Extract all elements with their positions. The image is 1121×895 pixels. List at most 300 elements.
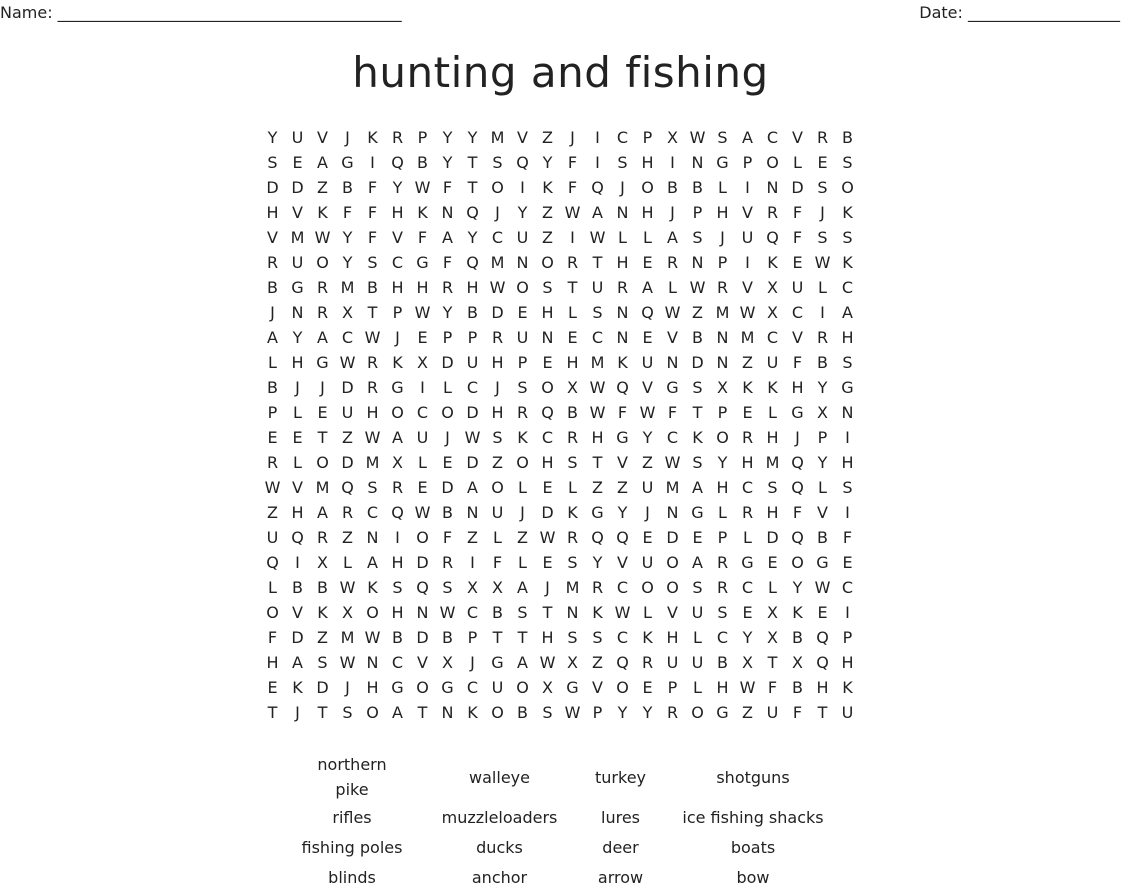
grid-letter: U: [766, 353, 779, 372]
grid-letter: K: [617, 353, 628, 372]
grid-letter: C: [466, 678, 479, 697]
grid-letter: B: [817, 528, 828, 547]
grid-letter: X: [567, 378, 578, 397]
grid-letter: H: [541, 453, 554, 472]
grid-letter: F: [567, 178, 578, 197]
grid-letter: D: [341, 378, 354, 397]
grid-letter: R: [391, 478, 404, 497]
grid-letter: S: [442, 578, 453, 597]
grid-letter: G: [716, 703, 729, 722]
grid-letter: D: [316, 678, 329, 697]
grid-letter: Y: [617, 703, 628, 722]
grid-letter: X: [392, 453, 403, 472]
grid-letter: B: [292, 578, 303, 597]
grid-letter: T: [692, 403, 703, 422]
grid-letter: Y: [742, 628, 753, 647]
grid-letter: K: [317, 203, 328, 222]
grid-letter: G: [566, 678, 579, 697]
grid-letter: Z: [492, 453, 503, 472]
grid-letter: E: [267, 428, 278, 447]
grid-letter: P: [692, 203, 703, 222]
grid-letter: D: [416, 553, 429, 572]
grid-letter: F: [842, 528, 853, 547]
grid-letter: Z: [742, 353, 753, 372]
grid-letter: H: [591, 428, 604, 447]
grid-letter: D: [541, 503, 554, 522]
grid-letter: A: [692, 553, 703, 572]
grid-letter: E: [542, 478, 553, 497]
grid-letter: B: [567, 403, 578, 422]
grid-letter: J: [295, 703, 300, 722]
grid-letter: X: [817, 403, 828, 422]
grid-letter: D: [291, 628, 304, 647]
grid-letter: S: [842, 228, 853, 247]
grid-letter: U: [516, 228, 529, 247]
grid-letter: C: [391, 253, 404, 272]
grid-letter: H: [391, 553, 404, 572]
grid-letter: U: [766, 703, 779, 722]
word-bank-item: ducks: [476, 837, 523, 857]
grid-letter: Y: [642, 703, 653, 722]
grid-letter: O: [516, 278, 529, 297]
grid-letter: A: [517, 578, 528, 597]
grid-letter: N: [566, 603, 579, 622]
grid-letter: W: [414, 303, 431, 322]
grid-letter: L: [343, 553, 352, 572]
grid-letter: C: [766, 328, 779, 347]
grid-letter: A: [267, 328, 278, 347]
grid-letter: X: [767, 303, 778, 322]
grid-letter: L: [518, 553, 527, 572]
grid-letter: B: [267, 278, 278, 297]
grid-letter: S: [492, 428, 503, 447]
grid-letter: E: [292, 428, 303, 447]
grid-letter: E: [517, 303, 528, 322]
grid-letter: S: [342, 703, 353, 722]
grid-letter: C: [841, 578, 854, 597]
grid-letter: X: [492, 578, 503, 597]
word-bank-item: deer: [602, 837, 639, 857]
grid-letter: W: [414, 503, 431, 522]
grid-letter: N: [691, 253, 704, 272]
grid-letter: P: [717, 253, 728, 272]
grid-letter: I: [395, 528, 400, 547]
grid-letter: A: [317, 503, 328, 522]
grid-letter: U: [666, 653, 679, 672]
word-bank: [282, 752, 842, 892]
word-bank-item: blinds: [328, 867, 376, 887]
grid-letter: Z: [642, 453, 653, 472]
grid-letter: L: [743, 528, 752, 547]
word-bank-item: muzzleloaders: [441, 807, 558, 827]
grid-letter: O: [391, 403, 404, 422]
grid-letter: R: [566, 528, 579, 547]
grid-letter: N: [441, 203, 454, 222]
grid-letter: V: [742, 203, 753, 222]
grid-letter: B: [492, 603, 503, 622]
grid-letter: M: [590, 353, 605, 372]
grid-letter: Q: [266, 553, 279, 572]
grid-letter: R: [516, 403, 529, 422]
grid-letter: J: [720, 228, 725, 247]
grid-letter: D: [441, 478, 454, 497]
grid-letter: S: [717, 128, 728, 147]
grid-letter: A: [842, 303, 853, 322]
grid-letter: S: [692, 578, 703, 597]
grid-letter: Y: [592, 553, 603, 572]
grid-letter: V: [642, 378, 653, 397]
grid-letter: X: [317, 553, 328, 572]
grid-letter: E: [817, 153, 828, 172]
grid-letter: E: [267, 678, 278, 697]
grid-letter: S: [267, 153, 278, 172]
grid-letter: J: [345, 128, 350, 147]
grid-letter: R: [616, 278, 629, 297]
grid-letter: T: [367, 303, 378, 322]
grid-letter: I: [595, 153, 600, 172]
grid-letter: W: [689, 128, 706, 147]
grid-letter: I: [845, 503, 850, 522]
grid-row: [260, 550, 860, 575]
grid-letter: S: [367, 253, 378, 272]
grid-letter: E: [742, 603, 753, 622]
grid-letter: T: [767, 653, 778, 672]
grid-letter: G: [341, 153, 354, 172]
word-bank-row: [282, 802, 842, 832]
grid-letter: I: [745, 253, 750, 272]
grid-letter: H: [716, 478, 729, 497]
grid-letter: Q: [791, 528, 804, 547]
grid-letter: C: [366, 503, 379, 522]
grid-letter: D: [441, 353, 454, 372]
grid-letter: Y: [817, 378, 828, 397]
grid-letter: F: [767, 678, 778, 697]
grid-letter: N: [441, 703, 454, 722]
grid-letter: Q: [616, 528, 629, 547]
grid-letter: W: [364, 628, 381, 647]
grid-letter: H: [491, 403, 504, 422]
grid-letter: J: [545, 578, 550, 597]
grid-letter: I: [845, 603, 850, 622]
grid-letter: S: [392, 578, 403, 597]
grid-letter: H: [391, 603, 404, 622]
grid-letter: A: [317, 328, 328, 347]
grid-letter: Q: [391, 503, 404, 522]
grid-letter: N: [366, 653, 379, 672]
grid-letter: K: [317, 603, 328, 622]
grid-letter: O: [541, 378, 554, 397]
grid-letter: S: [367, 478, 378, 497]
grid-letter: J: [295, 378, 300, 397]
grid-row: [260, 275, 860, 300]
grid-letter: V: [317, 128, 328, 147]
grid-letter: N: [666, 503, 679, 522]
grid-row: [260, 325, 860, 350]
grid-letter: U: [791, 278, 804, 297]
grid-letter: K: [642, 628, 653, 647]
grid-letter: R: [441, 278, 454, 297]
grid-letter: R: [641, 653, 654, 672]
grid-letter: A: [642, 278, 653, 297]
grid-letter: B: [392, 628, 403, 647]
grid-letter: R: [441, 553, 454, 572]
grid-letter: W: [339, 653, 356, 672]
grid-letter: J: [395, 328, 400, 347]
grid-letter: B: [817, 353, 828, 372]
grid-letter: U: [691, 603, 704, 622]
grid-letter: H: [791, 378, 804, 397]
grid-letter: J: [820, 203, 825, 222]
grid-letter: S: [817, 228, 828, 247]
grid-letter: R: [566, 428, 579, 447]
grid-letter: L: [568, 478, 577, 497]
puzzle-title: hunting and fishing: [352, 48, 769, 97]
grid-letter: W: [539, 528, 556, 547]
grid-letter: M: [490, 128, 505, 147]
grid-letter: N: [616, 203, 629, 222]
grid-letter: V: [792, 328, 803, 347]
grid-row: [260, 625, 860, 650]
grid-letter: B: [442, 628, 453, 647]
grid-letter: K: [542, 178, 553, 197]
grid-letter: N: [466, 503, 479, 522]
grid-row: [260, 600, 860, 625]
grid-letter: E: [442, 453, 453, 472]
grid-letter: L: [268, 578, 277, 597]
grid-letter: I: [670, 153, 675, 172]
word-bank-item: anchor: [471, 867, 528, 887]
grid-letter: Z: [592, 478, 603, 497]
grid-letter: C: [616, 628, 629, 647]
grid-letter: N: [541, 328, 554, 347]
grid-letter: C: [341, 328, 354, 347]
grid-letter: T: [592, 253, 603, 272]
grid-letter: F: [792, 503, 803, 522]
grid-letter: F: [267, 628, 278, 647]
grid-letter: T: [517, 628, 528, 647]
grid-letter: W: [264, 478, 281, 497]
grid-letter: O: [641, 578, 654, 597]
grid-letter: D: [266, 178, 279, 197]
grid-letter: A: [667, 228, 678, 247]
grid-letter: Z: [342, 428, 353, 447]
grid-letter: P: [417, 128, 428, 147]
grid-letter: Y: [467, 128, 478, 147]
grid-letter: B: [517, 703, 528, 722]
grid-letter: R: [666, 253, 679, 272]
grid-letter: M: [740, 328, 755, 347]
grid-letter: H: [616, 253, 629, 272]
grid-letter: W: [339, 353, 356, 372]
grid-letter: X: [342, 603, 353, 622]
grid-letter: R: [716, 578, 729, 597]
grid-letter: O: [841, 178, 854, 197]
grid-letter: W: [464, 428, 481, 447]
grid-letter: H: [266, 653, 279, 672]
letter-grid: [260, 125, 860, 725]
grid-letter: E: [292, 153, 303, 172]
grid-letter: H: [766, 503, 779, 522]
grid-letter: G: [616, 428, 629, 447]
grid-row: [260, 350, 860, 375]
grid-letter: S: [717, 603, 728, 622]
word-bank-item: northern pike: [317, 755, 387, 799]
grid-letter: U: [291, 128, 304, 147]
grid-letter: W: [814, 578, 831, 597]
grid-letter: C: [616, 128, 629, 147]
grid-letter: D: [766, 528, 779, 547]
grid-letter: C: [466, 378, 479, 397]
grid-letter: U: [691, 653, 704, 672]
grid-letter: R: [266, 453, 279, 472]
grid-letter: W: [664, 453, 681, 472]
grid-letter: N: [666, 353, 679, 372]
grid-letter: M: [565, 578, 580, 597]
grid-letter: Q: [416, 578, 429, 597]
grid-letter: Y: [267, 128, 278, 147]
grid-letter: B: [692, 178, 703, 197]
grid-letter: F: [792, 228, 803, 247]
grid-letter: B: [667, 178, 678, 197]
grid-letter: A: [592, 203, 603, 222]
grid-letter: Q: [291, 528, 304, 547]
grid-letter: E: [542, 353, 553, 372]
grid-letter: V: [392, 228, 403, 247]
grid-letter: T: [567, 278, 578, 297]
grid-letter: Y: [617, 503, 628, 522]
grid-row: [260, 250, 860, 275]
grid-letter: H: [266, 203, 279, 222]
word-bank-item: walleye: [469, 767, 530, 787]
word-bank-item: shotguns: [716, 767, 790, 787]
grid-letter: A: [392, 428, 403, 447]
grid-letter: X: [667, 128, 678, 147]
grid-letter: W: [364, 328, 381, 347]
grid-letter: D: [466, 403, 479, 422]
grid-letter: R: [741, 428, 754, 447]
grid-letter: R: [266, 253, 279, 272]
grid-letter: N: [366, 528, 379, 547]
grid-letter: U: [266, 528, 279, 547]
grid-letter: N: [616, 328, 629, 347]
grid-letter: R: [316, 528, 329, 547]
grid-letter: R: [491, 328, 504, 347]
grid-letter: R: [816, 328, 829, 347]
grid-letter: C: [541, 428, 554, 447]
grid-letter: L: [668, 278, 677, 297]
grid-letter: W: [589, 228, 606, 247]
grid-letter: M: [290, 228, 305, 247]
grid-letter: X: [417, 353, 428, 372]
grid-letter: H: [391, 278, 404, 297]
grid-letter: U: [416, 428, 429, 447]
grid-letter: H: [291, 503, 304, 522]
grid-letter: K: [767, 378, 778, 397]
grid-letter: I: [520, 178, 525, 197]
grid-letter: X: [542, 678, 553, 697]
grid-letter: B: [842, 128, 853, 147]
grid-letter: N: [291, 303, 304, 322]
grid-letter: O: [691, 703, 704, 722]
grid-letter: T: [592, 453, 603, 472]
grid-letter: Z: [542, 128, 553, 147]
grid-letter: A: [467, 478, 478, 497]
grid-letter: P: [467, 328, 478, 347]
word-bank-item: arrow: [597, 867, 644, 887]
grid-letter: N: [716, 328, 729, 347]
grid-letter: J: [570, 128, 575, 147]
grid-letter: C: [766, 128, 779, 147]
grid-letter: B: [467, 303, 478, 322]
grid-letter: L: [643, 603, 652, 622]
grid-letter: K: [692, 428, 703, 447]
grid-letter: D: [291, 178, 304, 197]
grid-letter: L: [268, 353, 277, 372]
grid-letter: W: [664, 303, 681, 322]
grid-letter: C: [666, 428, 679, 447]
grid-letter: T: [467, 153, 478, 172]
grid-letter: S: [592, 628, 603, 647]
grid-letter: P: [592, 703, 603, 722]
grid-letter: O: [366, 603, 379, 622]
grid-letter: B: [792, 628, 803, 647]
grid-letter: A: [692, 478, 703, 497]
grid-letter: H: [666, 628, 679, 647]
grid-letter: J: [645, 503, 650, 522]
word-bank-item: ice fishing shacks: [682, 807, 824, 827]
grid-letter: C: [416, 403, 429, 422]
grid-letter: P: [642, 128, 653, 147]
grid-letter: T: [317, 703, 328, 722]
grid-letter: W: [814, 253, 831, 272]
grid-letter: H: [716, 678, 729, 697]
grid-letter: S: [567, 553, 578, 572]
grid-letter: J: [445, 428, 450, 447]
grid-letter: P: [267, 403, 278, 422]
grid-letter: B: [792, 678, 803, 697]
grid-letter: Y: [467, 228, 478, 247]
grid-letter: U: [591, 278, 604, 297]
grid-letter: U: [641, 478, 654, 497]
grid-letter: X: [767, 278, 778, 297]
grid-letter: C: [716, 628, 729, 647]
grid-letter: R: [816, 128, 829, 147]
grid-letter: G: [841, 378, 854, 397]
grid-letter: Q: [816, 653, 829, 672]
grid-letter: Z: [542, 228, 553, 247]
grid-letter: T: [267, 703, 278, 722]
grid-letter: A: [292, 653, 303, 672]
grid-letter: Q: [616, 378, 629, 397]
grid-letter: V: [592, 678, 603, 697]
grid-letter: Y: [342, 253, 353, 272]
grid-letter: H: [391, 203, 404, 222]
grid-letter: D: [466, 453, 479, 472]
grid-letter: S: [492, 153, 503, 172]
grid-letter: V: [417, 653, 428, 672]
grid-letter: V: [617, 453, 628, 472]
grid-letter: T: [817, 703, 828, 722]
grid-letter: U: [291, 253, 304, 272]
grid-letter: Q: [466, 203, 479, 222]
grid-letter: N: [691, 153, 704, 172]
grid-letter: W: [614, 603, 631, 622]
grid-letter: H: [366, 403, 379, 422]
grid-letter: V: [667, 328, 678, 347]
grid-letter: Y: [292, 328, 303, 347]
grid-letter: F: [617, 403, 628, 422]
grid-letter: X: [342, 303, 353, 322]
